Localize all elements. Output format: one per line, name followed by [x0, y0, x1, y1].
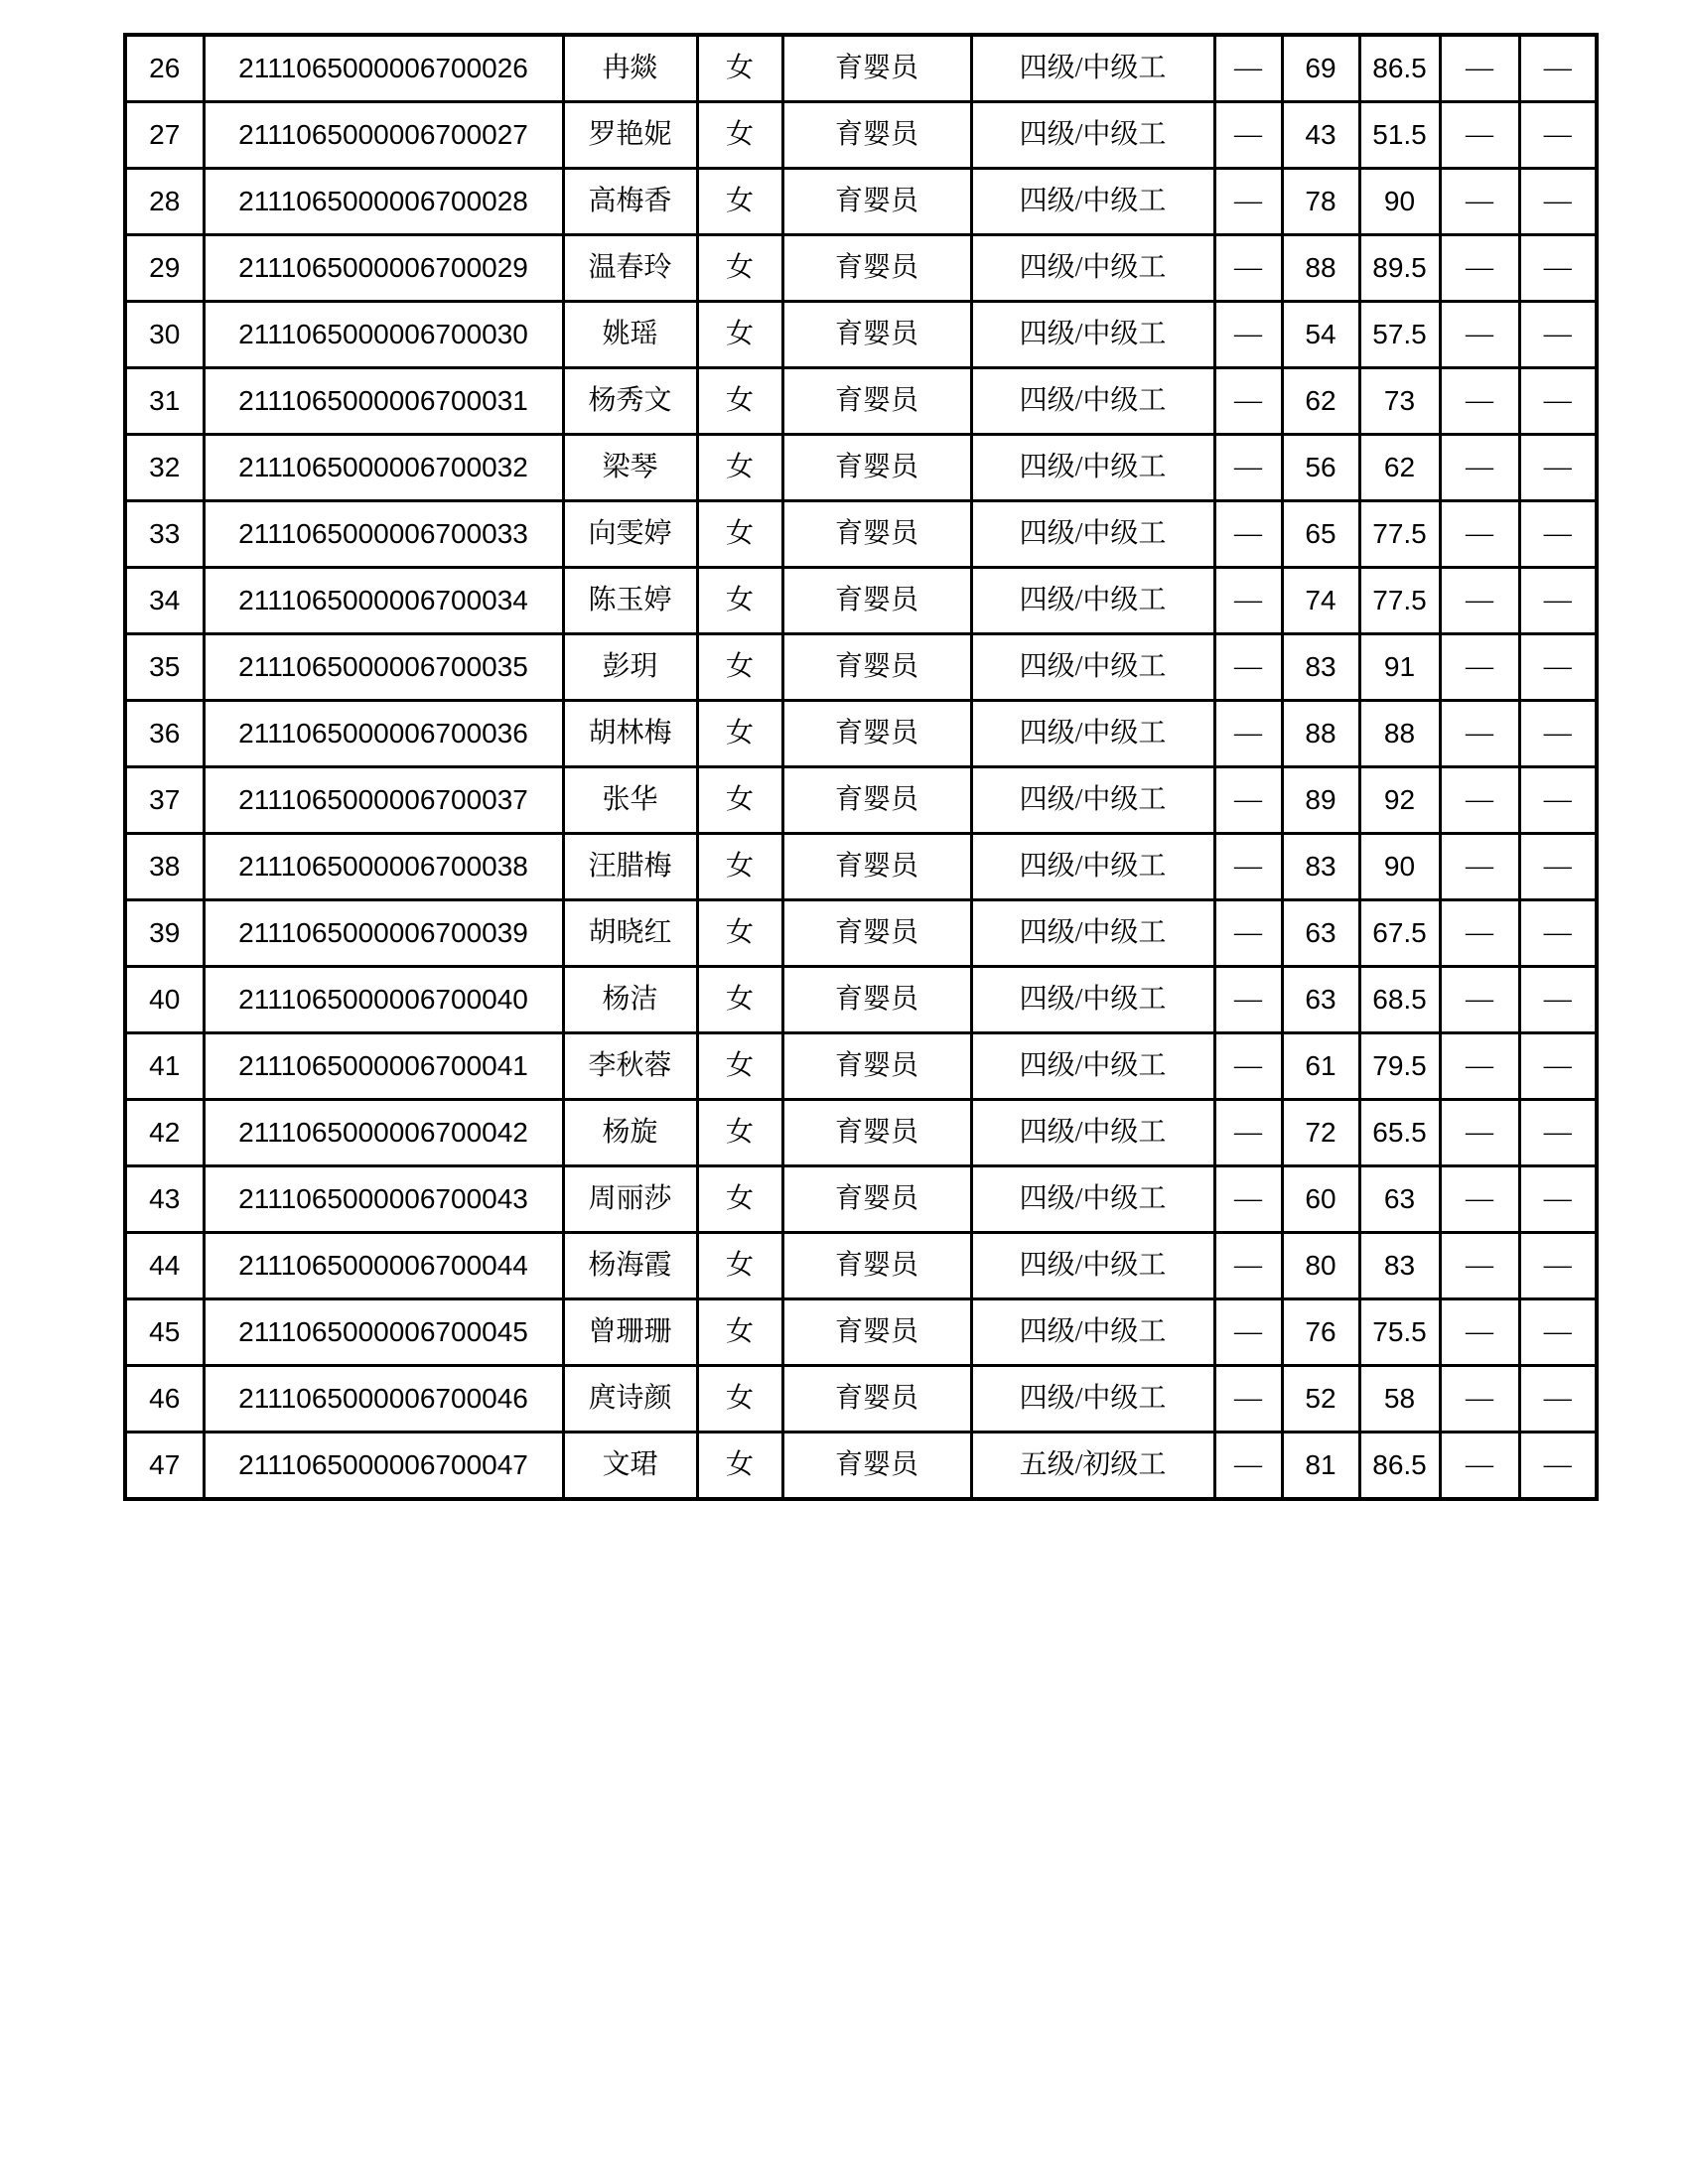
cell-dash-c: —: [1519, 834, 1597, 900]
cell-score-1: 76: [1282, 1299, 1359, 1366]
cell-gender: 女: [697, 568, 782, 634]
cell-dash-a: —: [1214, 900, 1282, 967]
table-row: [125, 235, 1597, 302]
table-row: [125, 102, 1597, 169]
cell-occupation: 育婴员: [782, 235, 971, 302]
cell-score-2: 73: [1359, 368, 1440, 435]
cell-gender: 女: [697, 967, 782, 1033]
cell-gender: 女: [697, 35, 782, 102]
cell-occupation: 育婴员: [782, 634, 971, 701]
cell-dash-a: —: [1214, 1299, 1282, 1366]
cell-dash-b: —: [1440, 1366, 1519, 1433]
cell-dash-c: —: [1519, 501, 1597, 568]
cell-dash-a: —: [1214, 235, 1282, 302]
table-row: [125, 501, 1597, 568]
cell-occupation: 育婴员: [782, 102, 971, 169]
cell-gender: 女: [697, 701, 782, 767]
cell-name: 陈玉婷: [563, 568, 697, 634]
cell-name: 杨旋: [563, 1100, 697, 1166]
cell-occupation: 育婴员: [782, 834, 971, 900]
cell-seq: 29: [125, 235, 204, 302]
cell-name: 高梅香: [563, 169, 697, 235]
cell-occupation: 育婴员: [782, 302, 971, 368]
cell-gender: 女: [697, 834, 782, 900]
cell-name: 曾珊珊: [563, 1299, 697, 1366]
cell-score-2: 77.5: [1359, 568, 1440, 634]
cell-score-2: 90: [1359, 169, 1440, 235]
cell-name: 胡晓红: [563, 900, 697, 967]
cell-dash-a: —: [1214, 1233, 1282, 1299]
cell-gender: 女: [697, 634, 782, 701]
cell-dash-b: —: [1440, 634, 1519, 701]
cell-seq: 38: [125, 834, 204, 900]
cell-score-1: 72: [1282, 1100, 1359, 1166]
cell-dash-b: —: [1440, 302, 1519, 368]
cell-seq: 27: [125, 102, 204, 169]
cell-name: 李秋蓉: [563, 1033, 697, 1100]
cell-dash-b: —: [1440, 767, 1519, 834]
cell-dash-c: —: [1519, 701, 1597, 767]
table-row: [125, 435, 1597, 501]
cell-gender: 女: [697, 1366, 782, 1433]
cell-score-1: 83: [1282, 634, 1359, 701]
cell-occupation: 育婴员: [782, 435, 971, 501]
cell-level: 四级/中级工: [971, 102, 1214, 169]
cell-dash-a: —: [1214, 1366, 1282, 1433]
cell-occupation: 育婴员: [782, 1299, 971, 1366]
cell-exam-id: 2111065000006700034: [204, 568, 563, 634]
cell-name: 冉燚: [563, 35, 697, 102]
cell-exam-id: 2111065000006700044: [204, 1233, 563, 1299]
cell-name: 彭玥: [563, 634, 697, 701]
cell-occupation: 育婴员: [782, 501, 971, 568]
cell-dash-a: —: [1214, 435, 1282, 501]
cell-seq: 35: [125, 634, 204, 701]
cell-dash-c: —: [1519, 1233, 1597, 1299]
cell-occupation: 育婴员: [782, 1433, 971, 1500]
cell-level: 四级/中级工: [971, 368, 1214, 435]
cell-name: 周丽莎: [563, 1166, 697, 1233]
table-row: [125, 1433, 1597, 1500]
table-row: [125, 169, 1597, 235]
cell-score-2: 77.5: [1359, 501, 1440, 568]
cell-dash-b: —: [1440, 368, 1519, 435]
cell-occupation: 育婴员: [782, 1100, 971, 1166]
cell-score-1: 81: [1282, 1433, 1359, 1500]
table-row: [125, 767, 1597, 834]
table-row: [125, 568, 1597, 634]
cell-score-1: 56: [1282, 435, 1359, 501]
cell-occupation: 育婴员: [782, 35, 971, 102]
cell-score-2: 91: [1359, 634, 1440, 701]
cell-seq: 46: [125, 1366, 204, 1433]
cell-exam-id: 2111065000006700035: [204, 634, 563, 701]
table-row: [125, 967, 1597, 1033]
cell-score-1: 60: [1282, 1166, 1359, 1233]
cell-gender: 女: [697, 235, 782, 302]
table-row: [125, 1100, 1597, 1166]
cell-dash-a: —: [1214, 368, 1282, 435]
cell-score-2: 75.5: [1359, 1299, 1440, 1366]
cell-seq: 36: [125, 701, 204, 767]
cell-gender: 女: [697, 501, 782, 568]
cell-score-2: 89.5: [1359, 235, 1440, 302]
cell-seq: 45: [125, 1299, 204, 1366]
cell-dash-c: —: [1519, 900, 1597, 967]
cell-level: 四级/中级工: [971, 435, 1214, 501]
cell-dash-c: —: [1519, 967, 1597, 1033]
cell-dash-a: —: [1214, 169, 1282, 235]
table-row: [125, 35, 1597, 102]
cell-level: 四级/中级工: [971, 1299, 1214, 1366]
cell-name: 杨海霞: [563, 1233, 697, 1299]
cell-exam-id: 2111065000006700038: [204, 834, 563, 900]
cell-score-1: 88: [1282, 235, 1359, 302]
cell-level: 四级/中级工: [971, 1366, 1214, 1433]
cell-level: 五级/初级工: [971, 1433, 1214, 1500]
cell-seq: 30: [125, 302, 204, 368]
cell-seq: 33: [125, 501, 204, 568]
cell-score-2: 65.5: [1359, 1100, 1440, 1166]
cell-gender: 女: [697, 1033, 782, 1100]
cell-score-1: 83: [1282, 834, 1359, 900]
cell-score-2: 57.5: [1359, 302, 1440, 368]
cell-dash-b: —: [1440, 1033, 1519, 1100]
cell-level: 四级/中级工: [971, 1033, 1214, 1100]
cell-level: 四级/中级工: [971, 900, 1214, 967]
cell-level: 四级/中级工: [971, 235, 1214, 302]
cell-level: 四级/中级工: [971, 169, 1214, 235]
cell-seq: 32: [125, 435, 204, 501]
cell-dash-b: —: [1440, 435, 1519, 501]
table-row: [125, 368, 1597, 435]
cell-dash-a: —: [1214, 767, 1282, 834]
cell-dash-b: —: [1440, 900, 1519, 967]
cell-exam-id: 2111065000006700030: [204, 302, 563, 368]
cell-exam-id: 2111065000006700046: [204, 1366, 563, 1433]
cell-score-1: 78: [1282, 169, 1359, 235]
cell-dash-b: —: [1440, 701, 1519, 767]
cell-gender: 女: [697, 102, 782, 169]
cell-score-2: 58: [1359, 1366, 1440, 1433]
cell-score-1: 74: [1282, 568, 1359, 634]
cell-name: 向雯婷: [563, 501, 697, 568]
cell-exam-id: 2111065000006700037: [204, 767, 563, 834]
table-row: [125, 1233, 1597, 1299]
cell-level: 四级/中级工: [971, 1233, 1214, 1299]
cell-dash-a: —: [1214, 568, 1282, 634]
cell-exam-id: 2111065000006700045: [204, 1299, 563, 1366]
cell-score-2: 62: [1359, 435, 1440, 501]
cell-dash-c: —: [1519, 1166, 1597, 1233]
cell-occupation: 育婴员: [782, 1366, 971, 1433]
cell-dash-b: —: [1440, 1166, 1519, 1233]
cell-dash-c: —: [1519, 568, 1597, 634]
cell-dash-b: —: [1440, 1100, 1519, 1166]
cell-dash-a: —: [1214, 35, 1282, 102]
cell-dash-c: —: [1519, 1299, 1597, 1366]
cell-dash-a: —: [1214, 701, 1282, 767]
cell-score-1: 61: [1282, 1033, 1359, 1100]
cell-level: 四级/中级工: [971, 701, 1214, 767]
cell-level: 四级/中级工: [971, 1166, 1214, 1233]
cell-dash-c: —: [1519, 1033, 1597, 1100]
cell-name: 温春玲: [563, 235, 697, 302]
cell-dash-c: —: [1519, 102, 1597, 169]
cell-score-1: 62: [1282, 368, 1359, 435]
cell-dash-b: —: [1440, 501, 1519, 568]
cell-gender: 女: [697, 767, 782, 834]
cell-dash-a: —: [1214, 967, 1282, 1033]
cell-gender: 女: [697, 1433, 782, 1500]
cell-level: 四级/中级工: [971, 568, 1214, 634]
cell-level: 四级/中级工: [971, 302, 1214, 368]
cell-score-2: 86.5: [1359, 1433, 1440, 1500]
cell-dash-c: —: [1519, 435, 1597, 501]
cell-seq: 34: [125, 568, 204, 634]
cell-score-1: 52: [1282, 1366, 1359, 1433]
cell-score-1: 63: [1282, 967, 1359, 1033]
cell-exam-id: 2111065000006700033: [204, 501, 563, 568]
cell-occupation: 育婴员: [782, 1233, 971, 1299]
cell-dash-a: —: [1214, 302, 1282, 368]
cell-name: 杨洁: [563, 967, 697, 1033]
cell-name: 姚瑶: [563, 302, 697, 368]
cell-dash-a: —: [1214, 501, 1282, 568]
cell-score-2: 67.5: [1359, 900, 1440, 967]
cell-name: 张华: [563, 767, 697, 834]
cell-dash-a: —: [1214, 634, 1282, 701]
cell-dash-c: —: [1519, 767, 1597, 834]
cell-score-1: 65: [1282, 501, 1359, 568]
cell-dash-c: —: [1519, 35, 1597, 102]
cell-score-2: 86.5: [1359, 35, 1440, 102]
cell-gender: 女: [697, 169, 782, 235]
results-table-body: [125, 35, 1597, 1499]
cell-level: 四级/中级工: [971, 767, 1214, 834]
cell-score-1: 69: [1282, 35, 1359, 102]
cell-occupation: 育婴员: [782, 568, 971, 634]
cell-score-2: 83: [1359, 1233, 1440, 1299]
cell-occupation: 育婴员: [782, 967, 971, 1033]
cell-seq: 31: [125, 368, 204, 435]
cell-gender: 女: [697, 302, 782, 368]
table-row: [125, 701, 1597, 767]
cell-gender: 女: [697, 1166, 782, 1233]
cell-exam-id: 2111065000006700042: [204, 1100, 563, 1166]
cell-gender: 女: [697, 1100, 782, 1166]
cell-dash-b: —: [1440, 169, 1519, 235]
cell-level: 四级/中级工: [971, 634, 1214, 701]
cell-dash-b: —: [1440, 967, 1519, 1033]
cell-name: 庹诗颜: [563, 1366, 697, 1433]
cell-seq: 28: [125, 169, 204, 235]
cell-dash-b: —: [1440, 1233, 1519, 1299]
table-row: [125, 1166, 1597, 1233]
cell-score-2: 79.5: [1359, 1033, 1440, 1100]
cell-seq: 40: [125, 967, 204, 1033]
cell-dash-b: —: [1440, 568, 1519, 634]
cell-level: 四级/中级工: [971, 501, 1214, 568]
cell-seq: 42: [125, 1100, 204, 1166]
cell-occupation: 育婴员: [782, 767, 971, 834]
cell-dash-a: —: [1214, 1100, 1282, 1166]
cell-seq: 37: [125, 767, 204, 834]
cell-score-1: 63: [1282, 900, 1359, 967]
cell-seq: 26: [125, 35, 204, 102]
cell-dash-a: —: [1214, 102, 1282, 169]
cell-dash-c: —: [1519, 634, 1597, 701]
table-row: [125, 1366, 1597, 1433]
cell-score-2: 68.5: [1359, 967, 1440, 1033]
cell-level: 四级/中级工: [971, 35, 1214, 102]
exam-results-table: [123, 33, 1599, 1501]
cell-dash-b: —: [1440, 235, 1519, 302]
cell-level: 四级/中级工: [971, 1100, 1214, 1166]
cell-exam-id: 2111065000006700036: [204, 701, 563, 767]
cell-occupation: 育婴员: [782, 368, 971, 435]
cell-occupation: 育婴员: [782, 1166, 971, 1233]
cell-name: 梁琴: [563, 435, 697, 501]
cell-dash-c: —: [1519, 1100, 1597, 1166]
cell-score-1: 89: [1282, 767, 1359, 834]
cell-seq: 43: [125, 1166, 204, 1233]
cell-exam-id: 2111065000006700047: [204, 1433, 563, 1500]
cell-dash-a: —: [1214, 1166, 1282, 1233]
cell-exam-id: 2111065000006700026: [204, 35, 563, 102]
cell-score-2: 51.5: [1359, 102, 1440, 169]
cell-occupation: 育婴员: [782, 701, 971, 767]
cell-occupation: 育婴员: [782, 900, 971, 967]
cell-dash-c: —: [1519, 1366, 1597, 1433]
cell-dash-c: —: [1519, 302, 1597, 368]
cell-dash-a: —: [1214, 1033, 1282, 1100]
cell-seq: 39: [125, 900, 204, 967]
cell-exam-id: 2111065000006700041: [204, 1033, 563, 1100]
table-row: [125, 302, 1597, 368]
cell-dash-b: —: [1440, 834, 1519, 900]
cell-dash-c: —: [1519, 235, 1597, 302]
cell-score-1: 88: [1282, 701, 1359, 767]
cell-gender: 女: [697, 1233, 782, 1299]
cell-dash-c: —: [1519, 1433, 1597, 1500]
cell-occupation: 育婴员: [782, 1033, 971, 1100]
cell-dash-c: —: [1519, 169, 1597, 235]
cell-seq: 41: [125, 1033, 204, 1100]
cell-seq: 47: [125, 1433, 204, 1500]
cell-exam-id: 2111065000006700028: [204, 169, 563, 235]
cell-dash-b: —: [1440, 35, 1519, 102]
cell-level: 四级/中级工: [971, 834, 1214, 900]
cell-dash-b: —: [1440, 1433, 1519, 1500]
cell-exam-id: 2111065000006700031: [204, 368, 563, 435]
cell-level: 四级/中级工: [971, 967, 1214, 1033]
cell-dash-a: —: [1214, 1433, 1282, 1500]
cell-score-1: 43: [1282, 102, 1359, 169]
table-row: [125, 900, 1597, 967]
cell-score-2: 88: [1359, 701, 1440, 767]
cell-dash-c: —: [1519, 368, 1597, 435]
cell-exam-id: 2111065000006700043: [204, 1166, 563, 1233]
cell-name: 文珺: [563, 1433, 697, 1500]
cell-exam-id: 2111065000006700032: [204, 435, 563, 501]
cell-gender: 女: [697, 1299, 782, 1366]
cell-occupation: 育婴员: [782, 169, 971, 235]
cell-dash-a: —: [1214, 834, 1282, 900]
table-row: [125, 834, 1597, 900]
table-row: [125, 1033, 1597, 1100]
cell-score-1: 80: [1282, 1233, 1359, 1299]
cell-dash-b: —: [1440, 1299, 1519, 1366]
cell-score-2: 63: [1359, 1166, 1440, 1233]
cell-score-2: 90: [1359, 834, 1440, 900]
cell-exam-id: 2111065000006700029: [204, 235, 563, 302]
cell-dash-b: —: [1440, 102, 1519, 169]
table-row: [125, 634, 1597, 701]
cell-exam-id: 2111065000006700027: [204, 102, 563, 169]
cell-name: 罗艳妮: [563, 102, 697, 169]
cell-name: 杨秀文: [563, 368, 697, 435]
cell-score-2: 92: [1359, 767, 1440, 834]
cell-seq: 44: [125, 1233, 204, 1299]
cell-score-1: 54: [1282, 302, 1359, 368]
table-row: [125, 1299, 1597, 1366]
cell-name: 汪腊梅: [563, 834, 697, 900]
cell-gender: 女: [697, 435, 782, 501]
cell-gender: 女: [697, 368, 782, 435]
cell-name: 胡林梅: [563, 701, 697, 767]
cell-exam-id: 2111065000006700040: [204, 967, 563, 1033]
cell-exam-id: 2111065000006700039: [204, 900, 563, 967]
cell-gender: 女: [697, 900, 782, 967]
